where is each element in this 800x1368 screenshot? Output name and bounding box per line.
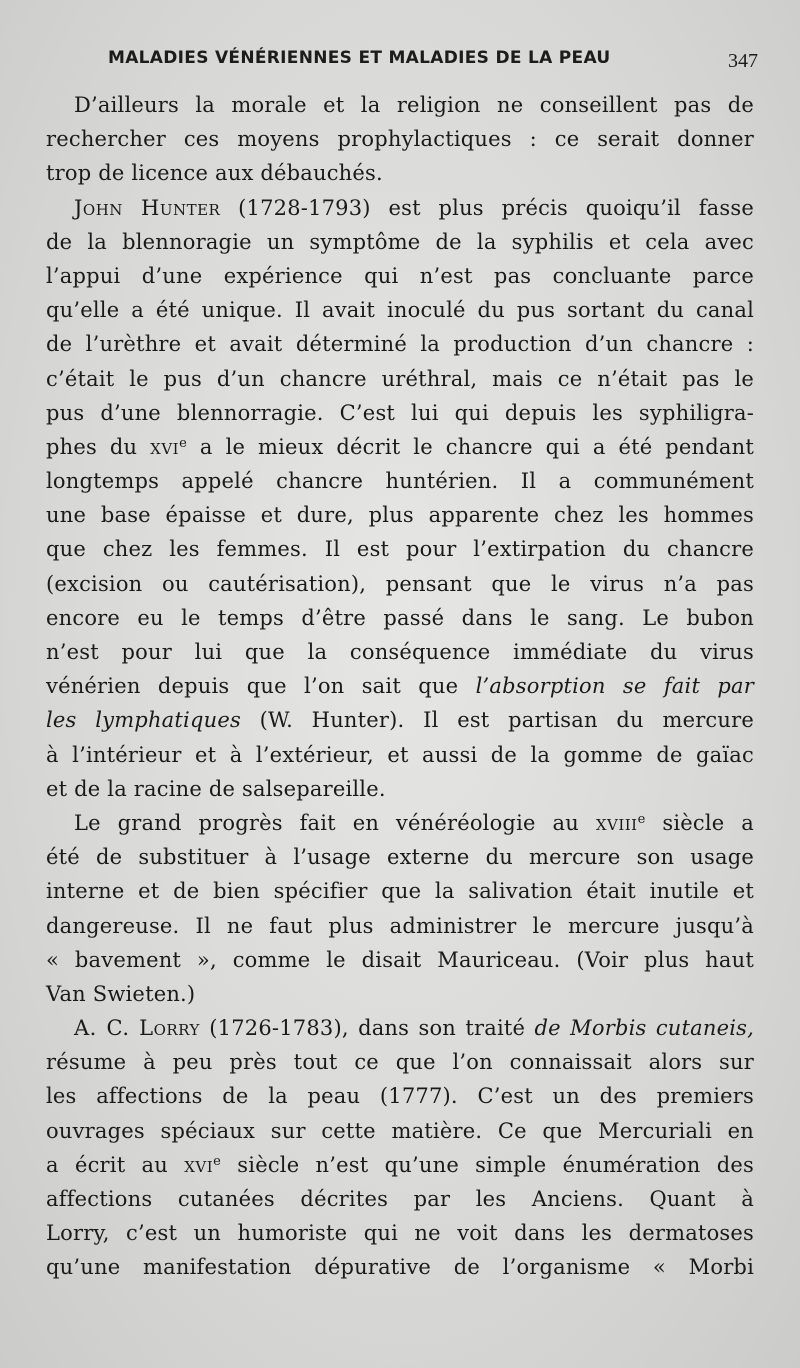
body-text bbox=[46, 88, 754, 1285]
text-segment: a le mieux décrit le chancre qui a été pendant bbox=[187, 434, 754, 459]
text-line bbox=[46, 806, 754, 840]
paragraph-3 bbox=[46, 806, 754, 1011]
superscript: e bbox=[179, 435, 188, 451]
text-line: « bavement », comme le disait Mauriceau. (Voir plus haut bbox=[46, 947, 754, 972]
text-line: à l’intérieur et à l’extérieur, et aussi de la gomme de gaïac bbox=[46, 742, 754, 767]
text-line: qu’elle a été unique. Il avait inoculé du pus sortant du canal bbox=[46, 298, 754, 323]
author-name: A. C. Lorry bbox=[74, 1016, 200, 1041]
text-line: D’ailleurs la morale et la religion ne conseillent pas de bbox=[74, 93, 754, 117]
superscript: e bbox=[637, 811, 646, 827]
text-line bbox=[46, 430, 754, 464]
paragraph-1 bbox=[46, 88, 754, 191]
century-numeral: xviii bbox=[595, 810, 638, 835]
text-line: longtemps appelé chancre huntérien. Il a communément bbox=[46, 469, 754, 494]
text-segment: (1726-1783), dans son traité bbox=[199, 1016, 535, 1041]
text-line: de la blennoragie un symptôme de la syphilis et cela avec bbox=[46, 229, 754, 254]
text-line: résume à peu près tout ce que l’on connaissait alors sur bbox=[46, 1050, 754, 1075]
italic-quote: les lymphatiques bbox=[46, 708, 241, 733]
italic-title: de Morbis cutaneis, bbox=[534, 1016, 754, 1041]
text-segment: a écrit au bbox=[46, 1152, 185, 1177]
text-line: interne et de bien spécifier que la salivation était inutile et bbox=[46, 879, 754, 904]
text-line bbox=[46, 1011, 754, 1045]
text-segment: siècle n’est qu’une simple énumération des bbox=[221, 1152, 754, 1177]
text-line: et de la racine de salsepareille. bbox=[46, 776, 386, 801]
text-segment: (1728-1793) est plus précis quoiqu’il fasse bbox=[220, 195, 754, 220]
superscript: e bbox=[213, 1153, 222, 1169]
text-line: pus d’une blennorragie. C’est lui qui depuis les syphiligra- bbox=[46, 400, 754, 425]
text-line bbox=[46, 191, 754, 225]
author-name: John Hunter bbox=[74, 195, 221, 220]
text-segment: Le grand progrès fait en vénéréologie au bbox=[74, 810, 596, 835]
century-numeral: xvi bbox=[184, 1152, 214, 1177]
text-line: qu’une manifestation dépurative de l’organisme « Morbi bbox=[46, 1255, 754, 1280]
page-header bbox=[108, 42, 758, 78]
text-line: rechercher ces moyens prophylactiques : ce serait donner bbox=[46, 127, 754, 152]
text-line: que chez les femmes. Il est pour l’extirpation du chancre bbox=[46, 537, 754, 562]
text-line: affections cutanées décrites par les Anciens. Quant à bbox=[46, 1187, 754, 1211]
paragraph-2 bbox=[46, 191, 754, 806]
text-line: été de substituer à l’usage externe du mercure son usage bbox=[46, 845, 754, 870]
text-line: de l’urèthre et avait déterminé la production d’un chancre : bbox=[46, 332, 754, 357]
running-head: MALADIES VÉNÉRIENNES ET MALADIES DE LA PEAU bbox=[108, 48, 611, 68]
text-line: (excision ou cautérisation), pensant que le virus n’a pas bbox=[46, 571, 754, 596]
text-line: n’est pour lui que la conséquence immédiate du virus bbox=[46, 640, 754, 664]
text-line: dangereuse. Il ne faut plus administrer le mercure jusqu’à bbox=[46, 913, 754, 938]
text-segment: siècle a bbox=[645, 810, 755, 835]
text-line bbox=[46, 669, 754, 703]
century-numeral: xvi bbox=[150, 434, 180, 459]
paragraph-4 bbox=[46, 1011, 754, 1285]
text-line: les affections de la peau (1777). C’est un des premiers bbox=[46, 1084, 754, 1109]
text-segment: vénérien depuis que l’on sait que bbox=[46, 674, 476, 699]
text-segment: (W. Hunter). Il est partisan du mercure bbox=[240, 708, 754, 733]
text-line: c’était le pus d’un chancre uréthral, mais ce n’était pas le bbox=[46, 366, 754, 391]
text-line: encore eu le temps d’être passé dans le sang. Le bubon bbox=[46, 605, 754, 630]
text-line: ouvrages spéciaux sur cette matière. Ce que Mercuriali en bbox=[46, 1118, 754, 1143]
text-line: une base épaisse et dure, plus apparente chez les hommes bbox=[46, 503, 754, 528]
page-number: 347 bbox=[728, 50, 758, 72]
text-segment: phes du bbox=[46, 434, 151, 459]
text-line bbox=[46, 703, 754, 737]
text-line: Van Swieten.) bbox=[46, 981, 196, 1006]
italic-quote: l’absorption se fait par bbox=[475, 674, 754, 699]
text-line: trop de licence aux débauchés. bbox=[46, 161, 383, 186]
text-line: Lorry, c’est un humoriste qui ne voit dans les dermatoses bbox=[46, 1221, 754, 1246]
text-line: l’appui d’une expérience qui n’est pas concluante parce bbox=[46, 263, 754, 288]
text-line bbox=[46, 1148, 754, 1182]
